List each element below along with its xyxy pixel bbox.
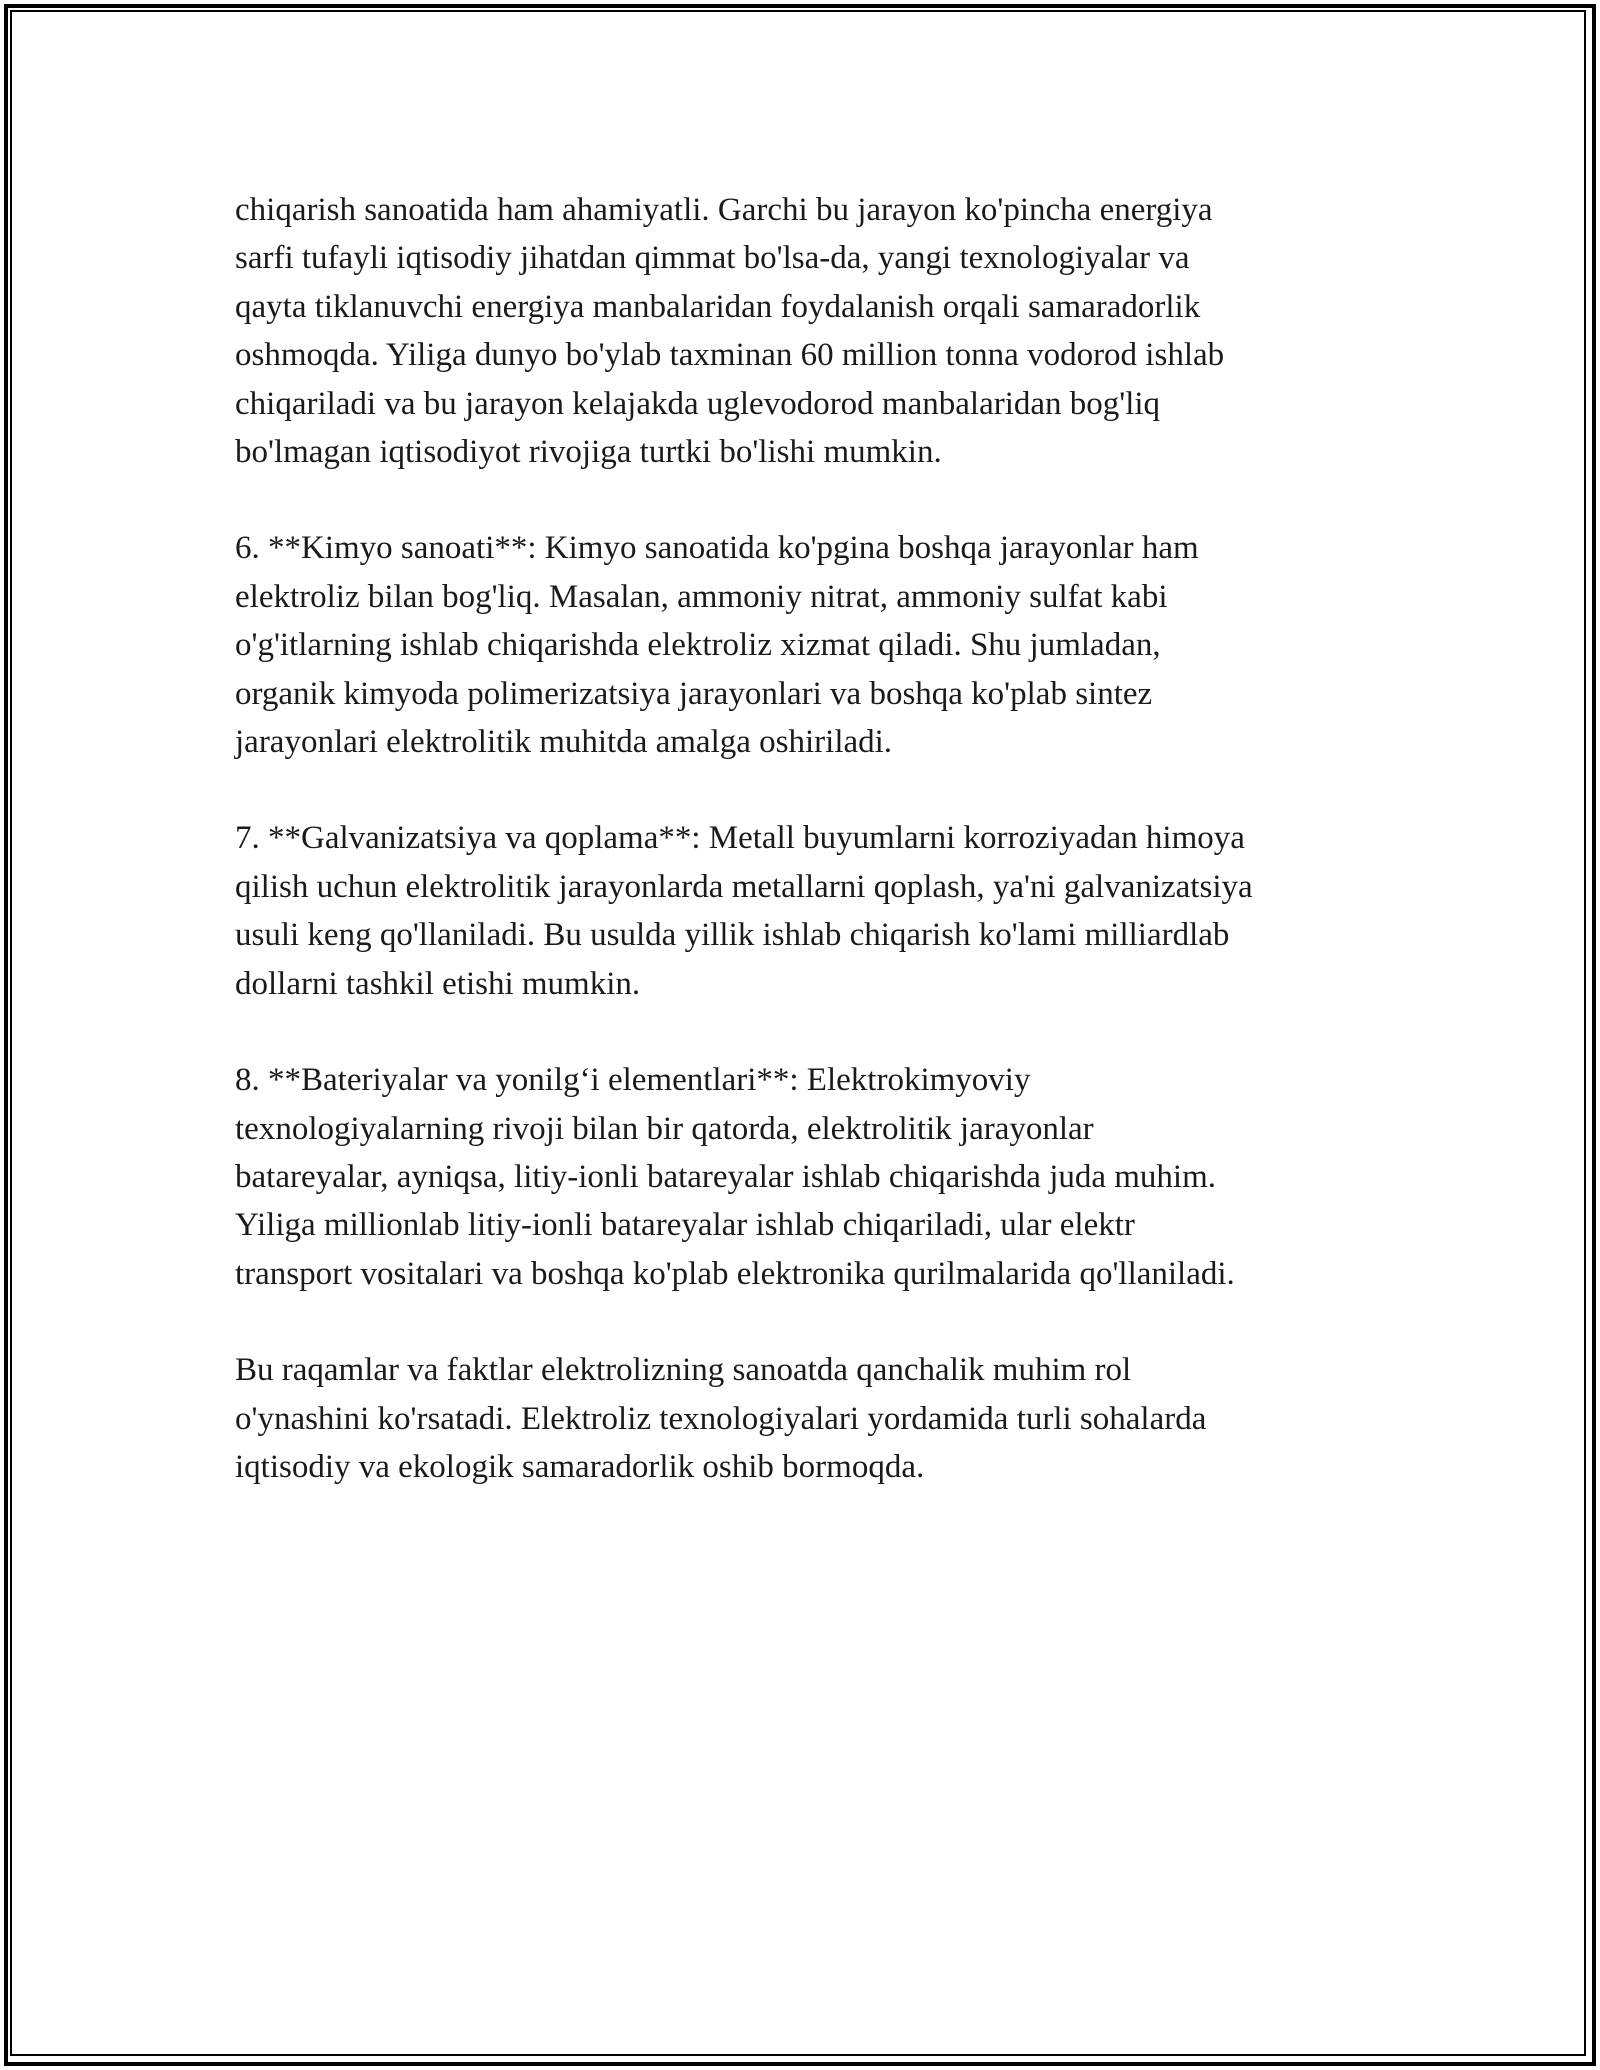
text-line: o'ynashini ko'rsatadi. Elektroliz texnologiyalari yordamida turli sohalarda (235, 1400, 1207, 1437)
text-line: usuli keng qo'llaniladi. Bu usulda yillik ishlab chiqarish ko'lami milliardlab (235, 917, 1230, 954)
text-line: transport vositalari va boshqa ko'plab elektronika qurilmalarida qo'llaniladi. (235, 1255, 1235, 1292)
text-line: qilish uchun elektrolitik jarayonlarda metallarni qoplash, ya'ni galvanizatsiya (235, 868, 1253, 905)
text-line: qayta tiklanuvchi energiya manbalaridan foydalanish orqali samaradorlik (235, 288, 1201, 325)
text-line: 6. **Kimyo sanoati**: Kimyo sanoatida ko'pgina boshqa jarayonlar ham (235, 530, 1199, 567)
text-line: Bu raqamlar va faktlar elektrolizning sanoatda qanchalik muhim rol (235, 1352, 1132, 1389)
text-line: 8. **Bateriyalar va yonilg‘i elementlari**: Elektrokimyoviy (235, 1062, 1031, 1099)
text-line: 7. **Galvanizatsiya va qoplama**: Metall buyumlarni korroziyadan himoya (235, 820, 1245, 857)
paragraph-conclusion (235, 1346, 1375, 1491)
text-line: chiqariladi va bu jarayon kelajakda uglevodorod manbalaridan bog'liq (235, 385, 1161, 422)
text-line: batareyalar, ayniqsa, litiy-ionli batareyalar ishlab chiqarishda juda muhim. (235, 1158, 1217, 1195)
paragraph-galvanization (235, 814, 1375, 1008)
paragraph-chemical-industry (235, 524, 1375, 766)
document-body (235, 186, 1375, 1539)
text-line: dollarni tashkil etishi mumkin. (235, 965, 641, 1002)
text-line: o'g'itlarning ishlab chiqarishda elektroliz xizmat qiladi. Shu jumladan, (235, 627, 1161, 664)
text-line: organik kimyoda polimerizatsiya jarayonlari va boshqa ko'plab sintez (235, 675, 1153, 712)
text-line: elektroliz bilan bog'liq. Masalan, ammoniy nitrat, ammoniy sulfat kabi (235, 578, 1168, 615)
text-line: iqtisodiy va ekologik samaradorlik oshib bormoqda. (235, 1448, 925, 1485)
text-line: texnologiyalarning rivoji bilan bir qatorda, elektrolitik jarayonlar (235, 1110, 1094, 1147)
text-line: chiqarish sanoatida ham ahamiyatli. Garchi bu jarayon ko'pincha energiya (235, 192, 1213, 228)
text-line: sarfi tufayli iqtisodiy jihatdan qimmat bo'lsa-da, yangi texnologiyalar va (235, 240, 1190, 277)
paragraph-hydrogen-continuation (235, 186, 1375, 476)
text-line: jarayonlari elektrolitik muhitda amalga oshiriladi. (235, 724, 893, 761)
text-line: oshmoqda. Yiliga dunyo bo'ylab taxminan 60 million tonna vodorod ishlab (235, 337, 1225, 374)
text-line: bo'lmagan iqtisodiyot rivojiga turtki bo'lishi mumkin. (235, 434, 942, 471)
paragraph-batteries (235, 1056, 1375, 1298)
text-line: Yiliga millionlab litiy-ionli batareyalar ishlab chiqariladi, ular elektr (235, 1207, 1135, 1244)
